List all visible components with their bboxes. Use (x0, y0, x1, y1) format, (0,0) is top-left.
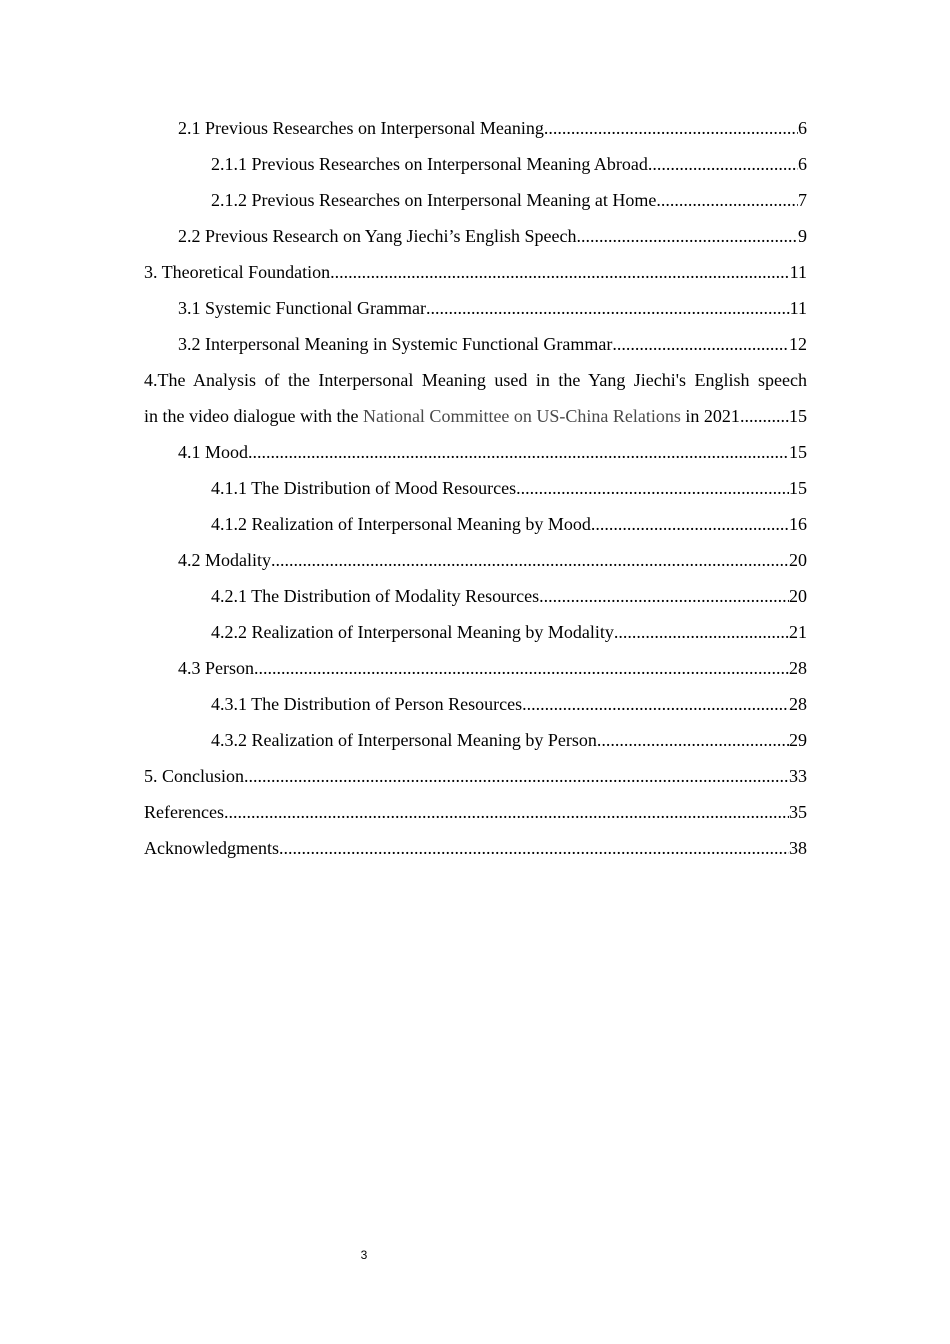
toc-entry-page: 29 (789, 730, 807, 750)
toc-entry[interactable] (144, 290, 807, 326)
toc-entry[interactable] (144, 470, 807, 506)
toc-entry-title: 3. Theoretical Foundation (144, 262, 331, 282)
toc-entry-page: 11 (789, 298, 807, 318)
toc-entry-page: 33 (789, 766, 807, 786)
toc-entry-page: 16 (789, 514, 807, 534)
toc-entry[interactable] (144, 506, 807, 542)
toc-entry-title: References (144, 802, 224, 822)
dot-leader (330, 254, 790, 290)
toc-entry[interactable] (144, 218, 807, 254)
toc-entry[interactable] (144, 650, 807, 686)
toc-entry[interactable] (144, 722, 807, 758)
toc-entry-page: 15 (789, 478, 807, 498)
toc-entry-page: 15 (789, 406, 807, 426)
toc-entry-page: 7 (798, 190, 807, 210)
dot-leader (248, 434, 789, 470)
dot-leader (648, 146, 798, 182)
dot-leader (614, 614, 789, 650)
toc-entry-page: 28 (789, 694, 807, 714)
toc-entry-page: 20 (789, 586, 807, 606)
toc-entry-title-line1: 4.The Analysis of the Interpersonal Meaning used in the Yang Jiechi's English speech (144, 370, 807, 390)
dot-leader (591, 506, 789, 542)
toc-entry-title-highlight: National Committee on US-China Relations (362, 406, 681, 426)
toc-entry-page: 21 (789, 622, 807, 642)
toc-entry[interactable] (144, 830, 807, 866)
toc-entry-page: 20 (789, 550, 807, 570)
toc-entry[interactable] (144, 542, 807, 578)
toc-entry-title: 4.3.2 Realization of Interpersonal Meaning by Person (211, 730, 597, 750)
toc-entry-title: 4.1.2 Realization of Interpersonal Meaning by Mood (211, 514, 591, 534)
toc-entry[interactable] (144, 146, 807, 182)
toc-entry-chapter-4[interactable] (144, 362, 807, 434)
toc-entry-title: 4.2.1 The Distribution of Modality Resources (211, 586, 540, 606)
toc-entry-title: 3.1 Systemic Functional Grammar (178, 298, 426, 318)
toc-entry-page: 12 (789, 334, 807, 354)
dot-leader (271, 542, 789, 578)
toc-entry-page: 6 (798, 154, 807, 174)
toc-entry-page: 6 (798, 118, 807, 138)
toc-entry-page: 11 (789, 262, 807, 282)
toc-entry-title: 2.1 Previous Researches on Interpersonal Meaning (178, 118, 544, 138)
toc-entry[interactable] (144, 686, 807, 722)
dot-leader (612, 326, 789, 362)
toc-entry-title-suffix: in 2021 (680, 406, 740, 426)
toc-entry-title-prefix: in the video dialogue with the (144, 406, 363, 426)
dot-leader (544, 110, 798, 146)
toc-entry-title: 2.1.1 Previous Researches on Interpersonal Meaning Abroad (211, 154, 648, 174)
table-of-contents (144, 110, 807, 866)
toc-entry-title: 5. Conclusion (144, 766, 245, 786)
dot-leader (576, 218, 798, 254)
toc-entry[interactable] (144, 434, 807, 470)
toc-entry-title: 4.3 Person (178, 658, 254, 678)
toc-entry-title: Acknowledgments (144, 838, 279, 858)
toc-entry-page: 35 (789, 802, 807, 822)
toc-entry[interactable] (144, 254, 807, 290)
toc-entry-title: 4.2.2 Realization of Interpersonal Meaning by Modality (211, 622, 614, 642)
toc-entry[interactable] (144, 794, 807, 830)
toc-entry[interactable] (144, 578, 807, 614)
toc-entry-title-line2 (144, 398, 807, 434)
toc-entry-page: 28 (789, 658, 807, 678)
toc-entry-title: 3.2 Interpersonal Meaning in Systemic Functional Grammar (178, 334, 613, 354)
toc-entry-title: 4.1.1 The Distribution of Mood Resources (211, 478, 517, 498)
dot-leader (522, 686, 789, 722)
toc-entry-page: 15 (789, 442, 807, 462)
dot-leader (539, 578, 789, 614)
toc-entry-title-line2-text (144, 398, 740, 434)
toc-entry-title: 4.3.1 The Distribution of Person Resources (211, 694, 523, 714)
toc-entry[interactable] (144, 614, 807, 650)
toc-entry[interactable] (144, 182, 807, 218)
dot-leader (597, 722, 789, 758)
dot-leader (224, 794, 789, 830)
toc-entry-page: 9 (798, 226, 807, 246)
toc-entry[interactable] (144, 326, 807, 362)
toc-entry-title: 2.2 Previous Research on Yang Jiechi’s English Speech (178, 226, 577, 246)
toc-entry-title: 4.1 Mood (178, 442, 249, 462)
page-number: 3 (360, 1248, 368, 1262)
dot-leader (516, 470, 789, 506)
toc-entry[interactable] (144, 758, 807, 794)
toc-entry-title: 2.1.2 Previous Researches on Interpersonal Meaning at Home (211, 190, 657, 210)
dot-leader (656, 182, 798, 218)
dot-leader (254, 650, 789, 686)
toc-entry[interactable] (144, 110, 807, 146)
dot-leader (740, 398, 789, 434)
toc-entry-page: 38 (789, 838, 807, 858)
dot-leader (279, 830, 789, 866)
dot-leader (244, 758, 789, 794)
dot-leader (426, 290, 790, 326)
toc-entry-title: 4.2 Modality (178, 550, 271, 570)
